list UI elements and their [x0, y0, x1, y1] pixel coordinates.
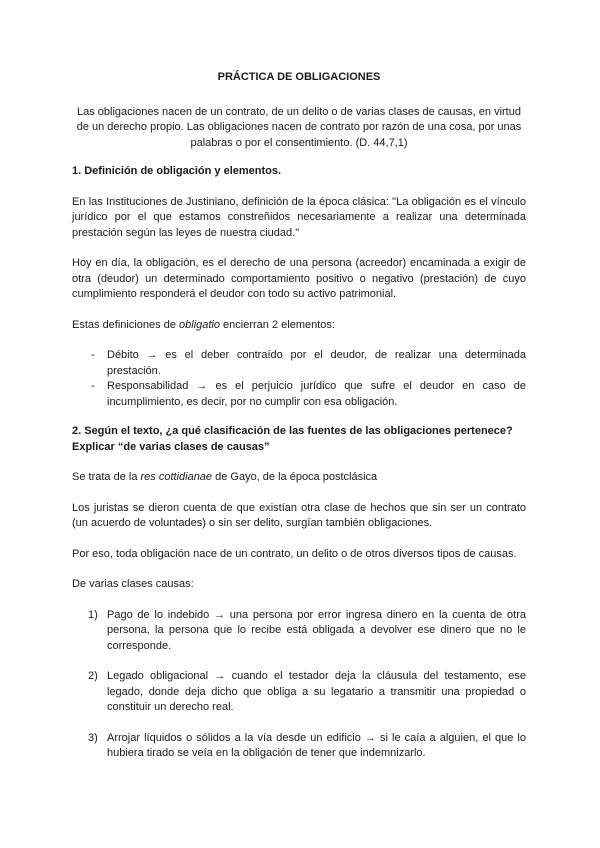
list-item-legado [72, 669, 526, 716]
section-1-paragraph-elements-intro [72, 318, 526, 334]
elements-intro-text-a: Estas definiciones de [72, 318, 180, 331]
section-2-paragraph-juristas: Los juristas se dieron cuenta de que existían otra clase de hechos que sin ser un contrato (un acuerdo de voluntades) o sin ser delito, surgían también obligaciones. [72, 501, 526, 529]
elements-intro-text-b: encierran 2 elementos: [220, 318, 335, 331]
section-1-paragraph-modern: Hoy en día, la obligación, es el derecho de una persona (acreedor) encaminada a exigir de otra (deudor) un determinado comportamiento positivo o negativo (prestación) de cuyo cumplimiento responderá el deudor con todo su activo patrimonial. [72, 257, 526, 300]
section-1-paragraph-justinian: En las Instituciones de Justiniano, definición de la época clásica: "La obligación es el vínculo jurídico por el que estamos constreñidos necesariamente a realizar una determinada prestación según las leyes de nuestra ciudad." [72, 195, 526, 239]
list-item-text: Arrojar líquidos o sólidos a la vía desde un edificio → si le caía a alguien, el que lo hubiera tirado se veía en la obligación de tener que indemnizarlo. [107, 731, 526, 759]
dash-bullet: - [91, 349, 95, 361]
document-title: PRÁCTICA DE OBLIGACIONES [217, 71, 381, 83]
list-number: 1) [88, 608, 98, 621]
res-cottidianae-term: res cottidianae [140, 471, 213, 483]
section-2-paragraph-por-eso: Por eso, toda obligación nace de un contrato, un delito o de otros diversos tipos de causas. [72, 547, 517, 560]
document-page [72, 70, 526, 777]
list-item-arrojar [72, 731, 526, 762]
list-item-text: Pago de lo indebido → una persona por error ingresa dinero en la cuenta de otra persona, la persona que lo recibe está obligada a devolver ese dinero que no le corresponde. [107, 608, 526, 652]
section-1-heading: 1. Definición de obligación y elementos. [72, 165, 282, 177]
section-2-heading: 2. Según el texto, ¿a qué clasificación de las fuentes de las obligaciones pertenece? Explicar “de varias clases de causas” [72, 425, 513, 453]
list-item-text: Legado obligacional → cuando el testador deja la cláusula del testamento, ese legado, donde deja dicho que obliga a su legatario a transmitir una propiedad o constituir un derecho real. [107, 670, 526, 713]
list-number: 3) [88, 731, 98, 744]
list-item-pago-indebido [72, 608, 526, 655]
list-item-responsabilidad [72, 379, 526, 410]
gayo-text-b: de Gayo, de la época postclásica [212, 471, 378, 483]
causes-list [72, 608, 526, 762]
list-number: 2) [88, 670, 98, 682]
obligatio-term: obligatio [179, 318, 220, 331]
intro-quote: Las obligaciones nacen de un contrato, de un delito o de varias clases de causas, en virtud de un derecho propio. Las obligaciones nacen de contrato por razón de una cosa, por unas palabras o por el consentimiento. (D. 44,7,1) [76, 105, 522, 149]
gayo-text-a: Se trata de la [72, 471, 141, 483]
elements-list [72, 348, 526, 410]
section-2-paragraph-causas-intro: De varias clases causas: [72, 578, 194, 590]
dash-bullet: - [91, 380, 95, 392]
list-item-debito [72, 348, 526, 379]
list-item-text: Responsabilidad → es el perjuicio jurídico que sufre el deudor en caso de incumplimiento, es decir, por no cumplir con esa obligación. [107, 380, 526, 408]
list-item-text: Débito → es el deber contraído por el deudor, de realizar una determinada prestación. [107, 349, 526, 377]
section-2-paragraph-gayo [72, 470, 526, 486]
